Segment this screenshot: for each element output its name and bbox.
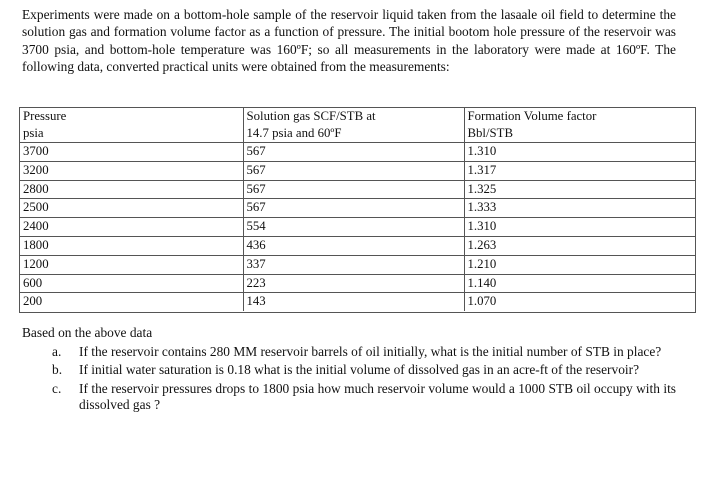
question-letter: c.: [52, 380, 62, 396]
cell-pressure: 2400: [20, 218, 243, 237]
table-row: [20, 293, 695, 311]
table-row: [20, 255, 695, 274]
cell-solution-gas: 567: [243, 199, 464, 218]
header-pressure: Pressure: [20, 108, 243, 125]
question-text: If the reservoir pressures drops to 1800 psia how much reservoir volume would a 1000 STB oil occupy with its dissolved gas ?: [79, 380, 676, 413]
cell-solution-gas: 143: [243, 293, 464, 311]
pvt-data-table: [19, 107, 696, 313]
cell-pressure: 600: [20, 274, 243, 293]
questions-list: [22, 344, 676, 414]
question-item: [22, 344, 676, 361]
cell-fvf: 1.310: [464, 218, 695, 237]
question-letter: b.: [52, 362, 63, 378]
cell-solution-gas: 337: [243, 255, 464, 274]
table-row: [20, 274, 695, 293]
cell-pressure: 1800: [20, 236, 243, 255]
cell-solution-gas: 567: [243, 143, 464, 162]
cell-pressure: 1200: [20, 255, 243, 274]
cell-solution-gas: 567: [243, 161, 464, 180]
cell-pressure: 200: [20, 293, 243, 311]
cell-fvf: 1.325: [464, 180, 695, 199]
table-row: [20, 180, 695, 199]
question-letter: a.: [52, 343, 62, 359]
header-pressure-unit: psia: [20, 125, 243, 143]
cell-solution-gas: 554: [243, 218, 464, 237]
header-fvf: Formation Volume factor: [467, 109, 597, 123]
question-text: If the reservoir contains 280 MM reservoir barrels of oil initially, what is the initial number of STB in place?: [79, 343, 662, 359]
intro-paragraph: Experiments were made on a bottom-hole sample of the reservoir liquid taken from the lasaale oil field to determine the solution gas and formation volume factor as a function of pressure. The initial bootom hole pressure of the reservoir was 3700 psia, and bottom-hole temperature was 160ºF; so all measurements in the laboratory were made at 160ºF. The following data, converted practical units were obtained from the measurements:: [22, 7, 676, 75]
table-row: [20, 218, 695, 237]
header-solution-gas-unit: 14.7 psia and 60ºF: [243, 125, 464, 143]
question-item: [22, 362, 676, 379]
cell-pressure: 2800: [20, 180, 243, 199]
table-row: [20, 199, 695, 218]
cell-solution-gas: 436: [243, 236, 464, 255]
header-fvf-unit: Bbl/STB: [464, 125, 695, 143]
question-item: [22, 381, 676, 414]
table-row: [20, 161, 695, 180]
cell-fvf: 1.140: [464, 274, 695, 293]
cell-pressure: 2500: [20, 199, 243, 218]
cell-solution-gas: 223: [243, 274, 464, 293]
cell-fvf: 1.210: [464, 255, 695, 274]
question-text: If initial water saturation is 0.18 what is the initial volume of dissolved gas in an acre-ft of the reservoir?: [79, 362, 640, 378]
cell-solution-gas: 567: [243, 180, 464, 199]
cell-pressure: 3700: [20, 143, 243, 162]
questions-lead: Based on the above data: [22, 325, 153, 340]
table-row: [20, 143, 695, 162]
cell-fvf: 1.070: [467, 294, 497, 309]
table-row: [20, 236, 695, 255]
cell-fvf: 1.310: [464, 143, 695, 162]
cell-fvf: 1.333: [464, 199, 695, 218]
cell-pressure: 3200: [20, 161, 243, 180]
cell-fvf: 1.263: [464, 236, 695, 255]
header-solution-gas: Solution gas SCF/STB at: [243, 108, 464, 125]
cell-fvf: 1.317: [464, 161, 695, 180]
questions-section: [22, 325, 676, 416]
